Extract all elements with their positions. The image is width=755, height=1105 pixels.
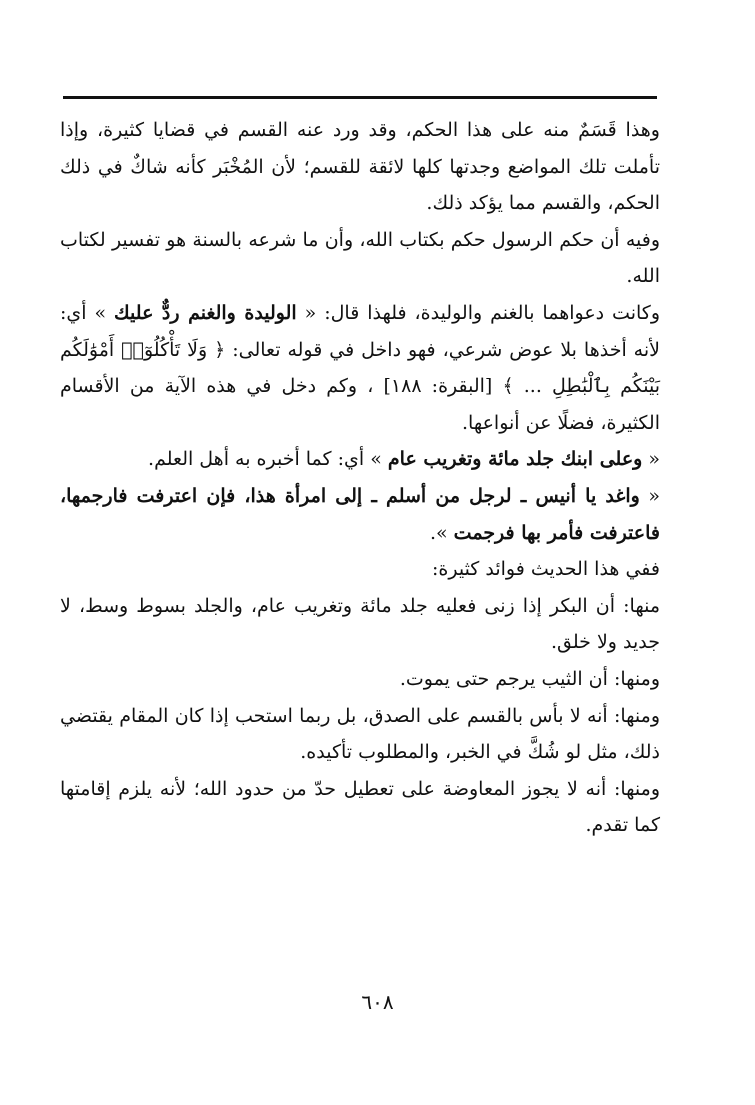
hadith-quote: وعلى ابنك جلد مائة وتغريب عام [387,448,643,471]
paragraph-text: ففي هذا الحديث فوائد كثيرة: [432,558,660,581]
paragraph-tail: » أي: كما أخبره به أهل العلم. [148,448,382,471]
paragraph-text: ومنها: أنه لا بأس بالقسم على الصدق، بل ربما استحب إذا كان المقام يقتضي ذلك، مثل لو شُكَّ في الخبر، والمطلوب تأكيده. [60,704,660,764]
paragraph-ruling [60,222,660,295]
paragraph-benefit-1 [60,588,660,661]
hadith-quote: واغد يا أنيس ـ لرجل من أسلم ـ إلى امرأة هذا، فإن اعترفت فارجمها، فاعترفت فأمر بها فرجمت [60,484,660,544]
paragraph-benefit-4 [60,771,660,844]
page-body [60,112,660,844]
paragraph-text: ومنها: أنه لا يجوز المعاوضة على تعطيل حدّ من حدود الله؛ لأنه يلزم إقامتها كما تقدم. [60,777,660,837]
paragraph-benefit-3 [60,698,660,771]
paragraph-tail: ». [429,521,448,544]
quote-open: « [648,484,660,507]
paragraph-tail: ، وكم دخل في هذه الآية من الأقسام الكثيرة، فضلًا عن أنواعها. [60,375,660,434]
paragraph-benefit-2 [60,661,660,698]
paragraph-text: منها: أن البكر إذا زنى فعليه جلد مائة وتغريب عام، والجلد بسوط وسط، لا جديد ولا خلق. [60,594,660,654]
quran-verse: ﴿ وَلَا تَأْكُلُوٓا۟ أَمْوَٰلَكُم بَيْنَكُم بِٱلْبَٰطِلِ ... ﴾ [60,338,660,398]
paragraph-claim [60,295,660,441]
paragraph-text: وهذا قَسَمٌ منه على هذا الحكم، وقد ورد عنه القسم في قضايا كثيرة، وإذا تأملت تلك المواضع وجدتها كلها لائقة للقسم؛ لأن المُخْبَر كأنه شاكٌ في ذلك الحكم، والقسم مما يؤكد ذلك. [60,119,660,215]
page-number: ٦٠٨ [361,990,394,1014]
paragraph-oath [60,112,660,222]
paragraph-benefits-intro [60,551,660,588]
verse-citation: [البقرة: ١٨٨] [383,375,493,398]
hadith-quote: الوليدة والغنم ردٌّ عليك [114,301,297,324]
paragraph-text: وفيه أن حكم الرسول حكم بكتاب الله، وأن ما شرعه بالسنة هو تفسير لكتاب الله. [60,228,660,288]
paragraph-son [60,441,660,478]
paragraph-text: ومنها: أن الثيب يرجم حتى يموت. [399,667,660,690]
paragraph-unais [60,478,660,551]
paragraph-middle: » أي: لأنه أخذها بلا عوض شرعي، فهو داخل في قوله تعالى: [60,301,660,361]
paragraph-lead: وكانت دعواهما بالغنم والوليدة، فلهذا قال: « [304,301,660,324]
header-rule [63,96,657,99]
quote-open: « [648,448,660,471]
